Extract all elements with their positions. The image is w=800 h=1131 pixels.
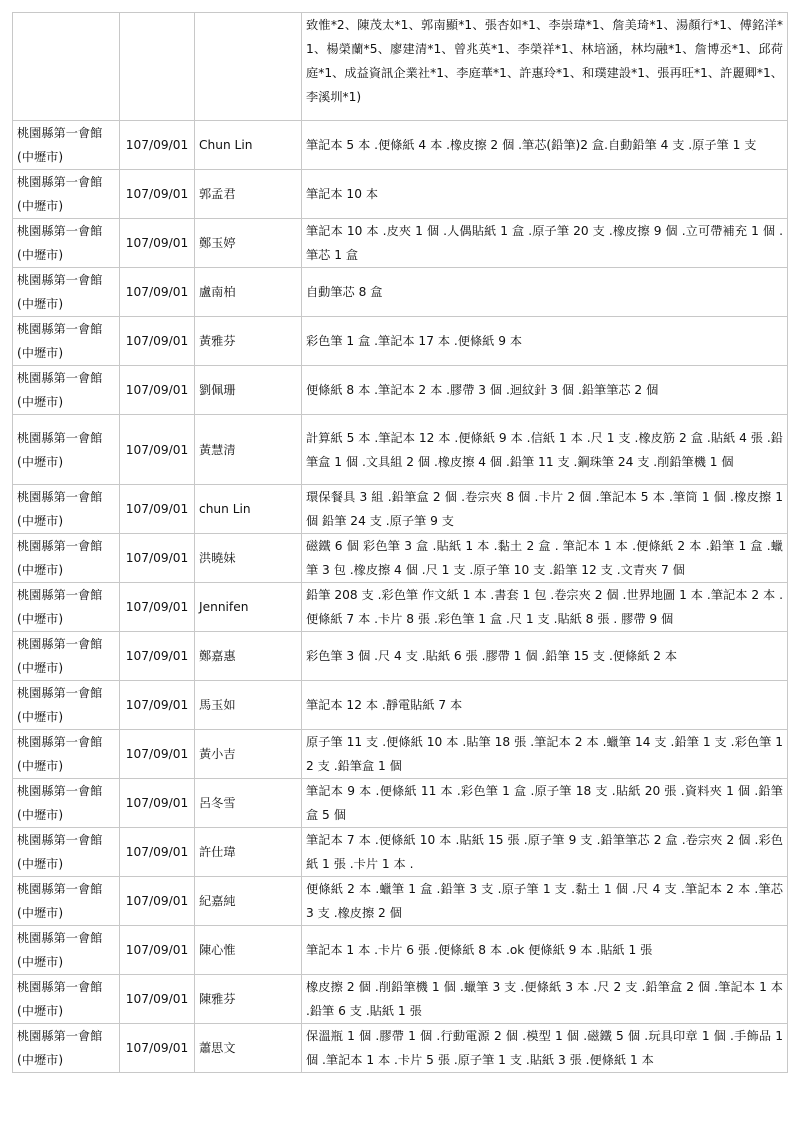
location-cell: 桃園縣第一會館(中壢市) [13, 828, 120, 877]
items-cell: 彩色筆 1 盒 .筆記本 17 本 .便條紙 9 本 [302, 317, 788, 366]
donor-name-cell: 黃慧清 [195, 415, 302, 485]
date-cell: 107/09/01 [120, 219, 195, 268]
table-row [13, 219, 788, 268]
date-cell: 107/09/01 [120, 121, 195, 170]
items-cell: 磁鐵 6 個 彩色筆 3 盒 .貼紙 1 本 .黏土 2 盒 . 筆記本 1 本 .便條紙 2 本 .鉛筆 1 盒 .蠟筆 3 包 .橡皮擦 4 個 .尺 1 支 .原子筆 10 支 .鉛筆 12 支 .文青夾 7 個 [302, 534, 788, 583]
donation-table-body [13, 13, 788, 1073]
location-cell: 桃園縣第一會館(中壢市) [13, 681, 120, 730]
donor-name-cell: 陳心惟 [195, 926, 302, 975]
donor-name-cell: 盧南柏 [195, 268, 302, 317]
table-row [13, 170, 788, 219]
date-cell: 107/09/01 [120, 534, 195, 583]
location-cell: 桃園縣第一會館(中壢市) [13, 219, 120, 268]
date-cell: 107/09/01 [120, 415, 195, 485]
items-cell: 致惟*2、陳茂太*1、郭南顯*1、張杏如*1、李崇瑋*1、詹美琦*1、湯顏行*1、傅銘洋*1、楊榮蘭*5、廖建清*1、曾兆英*1、李榮祥*1、林培涵，林均融*1、詹博丞*1、邱荷庭*1、成益資訊企業社*1、李庭華*1、許惠玲*1、和璞建設*1、張再旺*1、許麗卿*1、李溪圳*1) [302, 13, 788, 121]
location-cell: 桃園縣第一會館(中壢市) [13, 1024, 120, 1073]
date-cell: 107/09/01 [120, 366, 195, 415]
donor-name-cell: 郭孟君 [195, 170, 302, 219]
date-cell: 107/09/01 [120, 730, 195, 779]
table-row [13, 1024, 788, 1073]
donor-name-cell [195, 13, 302, 121]
table-row [13, 366, 788, 415]
table-row [13, 415, 788, 485]
table-row [13, 779, 788, 828]
date-cell: 107/09/01 [120, 583, 195, 632]
items-cell: 彩色筆 3 個 .尺 4 支 .貼紙 6 張 .膠帶 1 個 .鉛筆 15 支 .便條紙 2 本 [302, 632, 788, 681]
table-row [13, 877, 788, 926]
table-row [13, 681, 788, 730]
date-cell: 107/09/01 [120, 877, 195, 926]
donor-name-cell: 鄭嘉惠 [195, 632, 302, 681]
items-cell: 保溫瓶 1 個 .膠帶 1 個 .行動電源 2 個 .模型 1 個 .磁鐵 5 個 .玩具印章 1 個 .手飾品 1 個 .筆記本 1 本 .卡片 5 張 .原子筆 1 支 .貼紙 3 張 .便條紙 1 本 [302, 1024, 788, 1073]
location-cell: 桃園縣第一會館(中壢市) [13, 317, 120, 366]
location-cell: 桃園縣第一會館(中壢市) [13, 366, 120, 415]
items-cell: 筆記本 12 本 .靜電貼紙 7 本 [302, 681, 788, 730]
donor-name-cell: 馬玉如 [195, 681, 302, 730]
location-cell: 桃園縣第一會館(中壢市) [13, 170, 120, 219]
location-cell: 桃園縣第一會館(中壢市) [13, 121, 120, 170]
items-cell: 環保餐具 3 組 .鉛筆盒 2 個 .卷宗夾 8 個 .卡片 2 個 .筆記本 5 本 .筆筒 1 個 .橡皮擦 1 個 鉛筆 24 支 .原子筆 9 支 [302, 485, 788, 534]
date-cell: 107/09/01 [120, 170, 195, 219]
location-cell: 桃園縣第一會館(中壢市) [13, 632, 120, 681]
location-cell: 桃園縣第一會館(中壢市) [13, 534, 120, 583]
items-cell: 筆記本 10 本 .皮夾 1 個 .人偶貼紙 1 盒 .原子筆 20 支 .橡皮擦 9 個 .立可帶補充 1 個 .筆芯 1 盒 [302, 219, 788, 268]
location-cell: 桃園縣第一會館(中壢市) [13, 779, 120, 828]
table-row [13, 534, 788, 583]
location-cell: 桃園縣第一會館(中壢市) [13, 485, 120, 534]
items-cell: 橡皮擦 2 個 .削鉛筆機 1 個 .蠟筆 3 支 .便條紙 3 本 .尺 2 支 .鉛筆盒 2 個 .筆記本 1 本 .鉛筆 6 支 .貼紙 1 張 [302, 975, 788, 1024]
location-cell: 桃園縣第一會館(中壢市) [13, 926, 120, 975]
table-row [13, 828, 788, 877]
location-cell: 桃園縣第一會館(中壢市) [13, 730, 120, 779]
date-cell: 107/09/01 [120, 681, 195, 730]
items-cell: 鉛筆 208 支 .彩色筆 作文紙 1 本 .書套 1 包 .卷宗夾 2 個 .世界地圖 1 本 .筆記本 2 本 .便條紙 7 本 .卡片 8 張 .彩色筆 1 盒 .尺 1 支 .貼紙 8 張 . 膠帶 9 個 [302, 583, 788, 632]
table-row [13, 926, 788, 975]
donor-name-cell: chun Lin [195, 485, 302, 534]
location-cell [13, 13, 120, 121]
items-cell: 便條紙 2 本 .蠟筆 1 盒 .鉛筆 3 支 .原子筆 1 支 .黏土 1 個 .尺 4 支 .筆記本 2 本 .筆芯 3 支 .橡皮擦 2 個 [302, 877, 788, 926]
donor-name-cell: 洪曉妹 [195, 534, 302, 583]
table-row [13, 730, 788, 779]
table-row [13, 975, 788, 1024]
date-cell: 107/09/01 [120, 317, 195, 366]
date-cell: 107/09/01 [120, 268, 195, 317]
donor-name-cell: 呂冬雪 [195, 779, 302, 828]
items-cell: 筆記本 7 本 .便條紙 10 本 .貼紙 15 張 .原子筆 9 支 .鉛筆筆芯 2 盒 .卷宗夾 2 個 .彩色紙 1 張 .卡片 1 本 . [302, 828, 788, 877]
donor-name-cell: 許仕瑋 [195, 828, 302, 877]
items-cell: 筆記本 10 本 [302, 170, 788, 219]
items-cell: 筆記本 1 本 .卡片 6 張 .便條紙 8 本 .ok 便條紙 9 本 .貼紙 1 張 [302, 926, 788, 975]
date-cell [120, 13, 195, 121]
items-cell: 自動筆芯 8 盒 [302, 268, 788, 317]
location-cell: 桃園縣第一會館(中壢市) [13, 975, 120, 1024]
items-cell: 原子筆 11 支 .便條紙 10 本 .貼筆 18 張 .筆記本 2 本 .蠟筆 14 支 .鉛筆 1 支 .彩色筆 12 支 .鉛筆盒 1 個 [302, 730, 788, 779]
table-row [13, 13, 788, 121]
date-cell: 107/09/01 [120, 779, 195, 828]
donor-name-cell: 劉佩珊 [195, 366, 302, 415]
date-cell: 107/09/01 [120, 1024, 195, 1073]
items-cell: 便條紙 8 本 .筆記本 2 本 .膠帶 3 個 .迴紋針 3 個 .鉛筆筆芯 2 個 [302, 366, 788, 415]
items-cell: 計算紙 5 本 .筆記本 12 本 .便條紙 9 本 .信紙 1 本 .尺 1 支 .橡皮筋 2 盒 .貼紙 4 張 .鉛筆盒 1 個 .文具組 2 個 .橡皮擦 4 個 .鉛筆 11 支 .鋼珠筆 24 支 .削鉛筆機 1 個 [302, 415, 788, 485]
location-cell: 桃園縣第一會館(中壢市) [13, 268, 120, 317]
date-cell: 107/09/01 [120, 828, 195, 877]
table-row [13, 583, 788, 632]
location-cell: 桃園縣第一會館(中壢市) [13, 877, 120, 926]
donor-name-cell: Chun Lin [195, 121, 302, 170]
table-row [13, 317, 788, 366]
donation-table [12, 12, 788, 1073]
table-row [13, 268, 788, 317]
date-cell: 107/09/01 [120, 632, 195, 681]
items-cell: 筆記本 5 本 .便條紙 4 本 .橡皮擦 2 個 .筆芯(鉛筆)2 盒.自動鉛筆 4 支 .原子筆 1 支 [302, 121, 788, 170]
donor-name-cell: 黃雅芬 [195, 317, 302, 366]
date-cell: 107/09/01 [120, 926, 195, 975]
donor-name-cell: 蕭思文 [195, 1024, 302, 1073]
donor-name-cell: 紀嘉純 [195, 877, 302, 926]
table-row [13, 485, 788, 534]
location-cell: 桃園縣第一會館(中壢市) [13, 415, 120, 485]
donor-name-cell: 陳雅芬 [195, 975, 302, 1024]
donor-name-cell: 黃小吉 [195, 730, 302, 779]
items-cell: 筆記本 9 本 .便條紙 11 本 .彩色筆 1 盒 .原子筆 18 支 .貼紙 20 張 .資料夾 1 個 .鉛筆盒 5 個 [302, 779, 788, 828]
location-cell: 桃園縣第一會館(中壢市) [13, 583, 120, 632]
table-row [13, 121, 788, 170]
donor-name-cell: 鄭玉婷 [195, 219, 302, 268]
table-row [13, 632, 788, 681]
date-cell: 107/09/01 [120, 485, 195, 534]
date-cell: 107/09/01 [120, 975, 195, 1024]
donor-name-cell: Jennifen [195, 583, 302, 632]
